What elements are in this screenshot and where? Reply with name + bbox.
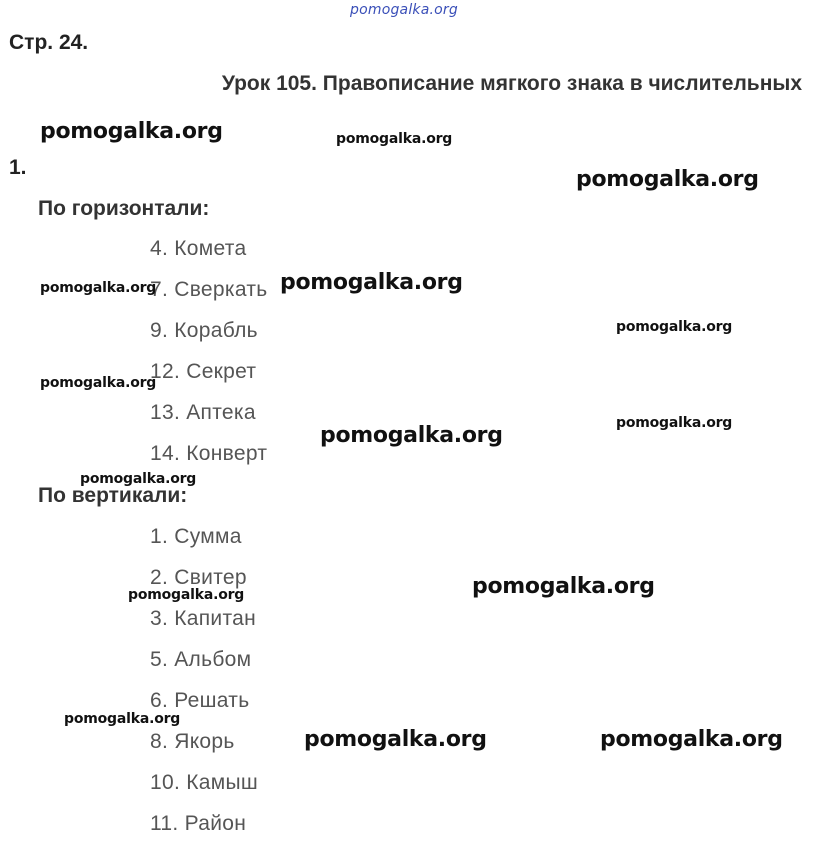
page-reference: Стр. 24. — [9, 31, 89, 54]
list-item: 6. Решать — [150, 689, 250, 712]
list-item: 12. Секрет — [150, 360, 257, 383]
list-item: 7. Сверкать — [150, 278, 268, 301]
list-item: 5. Альбом — [150, 648, 252, 671]
list-item: 3. Капитан — [150, 607, 257, 630]
vertical-heading: По вертикали: — [38, 484, 188, 507]
list-item: 8. Якорь — [150, 730, 235, 753]
watermark: pomogalka.org — [80, 471, 197, 487]
watermark: pomogalka.org — [40, 119, 223, 144]
watermark: pomogalka.org — [320, 423, 503, 448]
list-item: 11. Район — [150, 812, 247, 835]
watermark: pomogalka.org — [280, 270, 463, 295]
header-watermark: pomogalka.org — [350, 2, 458, 18]
watermark: pomogalka.org — [40, 375, 157, 391]
task-number: 1. — [9, 156, 27, 179]
list-item: 9. Корабль — [150, 319, 258, 342]
watermark: pomogalka.org — [64, 711, 181, 727]
lesson-title: Урок 105. Правописание мягкого знака в числительных — [221, 72, 802, 95]
horizontal-heading: По горизонтали: — [38, 197, 210, 220]
list-item: 10. Камыш — [150, 771, 259, 794]
watermark: pomogalka.org — [40, 280, 157, 296]
list-item: 13. Аптека — [150, 401, 256, 424]
list-item: 1. Сумма — [150, 525, 242, 548]
watermark: pomogalka.org — [472, 574, 655, 599]
list-item: 4. Комета — [150, 237, 247, 260]
list-item: 2. Свитер — [150, 566, 247, 589]
horizontal-answers — [150, 232, 268, 478]
watermark: pomogalka.org — [616, 415, 733, 431]
watermark: pomogalka.org — [304, 727, 487, 752]
vertical-answers — [150, 520, 258, 848]
watermark: pomogalka.org — [576, 167, 759, 192]
watermark: pomogalka.org — [616, 319, 733, 335]
watermark: pomogalka.org — [336, 131, 453, 147]
list-item: 14. Конверт — [150, 442, 268, 465]
watermark: pomogalka.org — [600, 727, 783, 752]
watermark: pomogalka.org — [128, 587, 245, 603]
